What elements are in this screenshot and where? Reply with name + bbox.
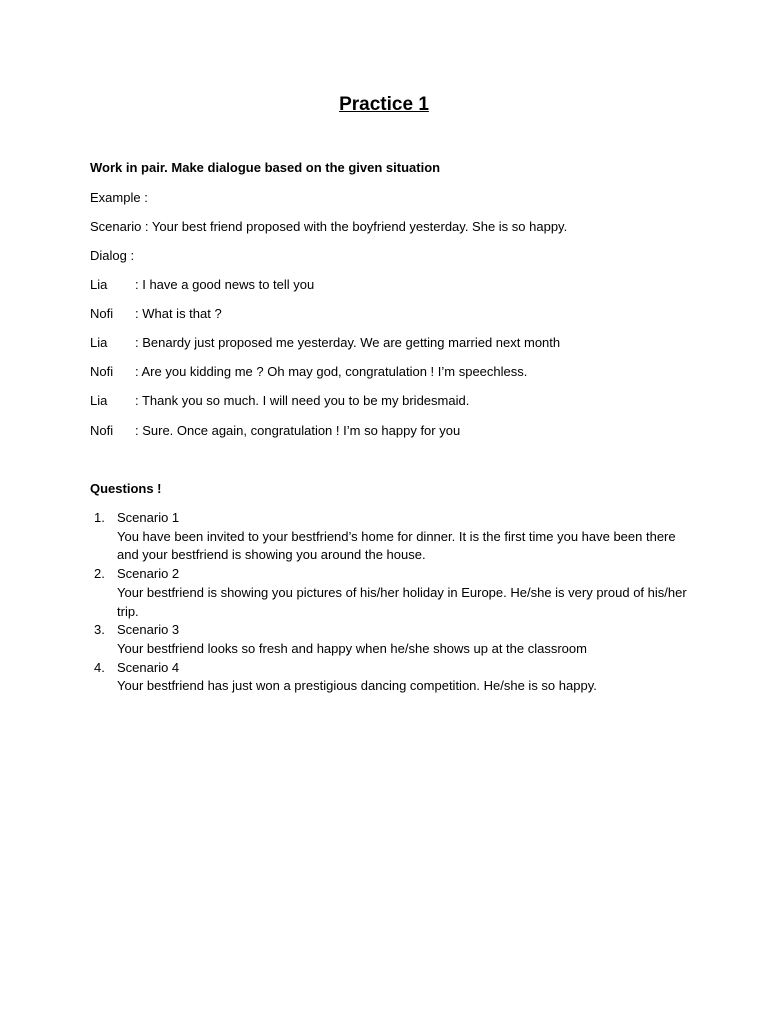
list-item [90, 565, 690, 621]
list-item [90, 509, 690, 565]
questions-heading: Questions ! [90, 481, 162, 496]
scenario-text-line: You have been invited to your bestfriend’s home for dinner. It is the first time you have been there [117, 528, 676, 544]
dialog-speaker: Nofi [90, 306, 114, 321]
list-number: 2. [94, 566, 105, 582]
dialog-row [0, 423, 768, 441]
dialog-speaker: Lia [90, 335, 108, 350]
dialog-speaker: Nofi [90, 423, 114, 438]
dialog-utterance: : Sure. Once again, congratulation ! I’m so happy for you [135, 423, 461, 438]
scenario-text-line: Your bestfriend looks so fresh and happy when he/she shows up at the classroom [117, 640, 587, 656]
list-number: 3. [94, 622, 105, 638]
dialog-utterance: : Benardy just proposed me yesterday. We are getting married next month [135, 335, 561, 350]
scenario-title: Scenario 2 [117, 566, 180, 582]
dialog-row [0, 393, 768, 411]
list-number: 4. [94, 659, 105, 675]
example-label: Example : [90, 190, 148, 205]
scenario-title: Scenario 3 [117, 622, 180, 638]
scenario-text-line: Your bestfriend has just won a prestigious dancing competition. He/she is so happy. [117, 678, 597, 694]
list-item [90, 659, 690, 696]
dialog-speaker: Lia [90, 277, 108, 292]
scenario-title: Scenario 4 [117, 659, 180, 675]
page-title: Practice 1 [339, 94, 429, 115]
dialog-utterance: : I have a good news to tell you [135, 277, 315, 292]
dialog-utterance: : Are you kidding me ? Oh may god, congratulation ! I’m speechless. [135, 364, 528, 379]
scenario-text-line: and your bestfriend is showing you around the house. [117, 547, 426, 563]
scenario-text-line: Your bestfriend is showing you pictures of his/her holiday in Europe. He/she is very proud of his/her [117, 584, 687, 600]
scenario-line: Scenario : Your best friend proposed with the boyfriend yesterday. She is so happy. [90, 219, 568, 234]
scenario-title: Scenario 1 [117, 510, 180, 525]
instruction-text: Work in pair. Make dialogue based on the given situation [90, 160, 441, 175]
dialog-speaker: Nofi [90, 364, 114, 379]
list-number: 1. [94, 510, 105, 525]
dialog-utterance: : Thank you so much. I will need you to be my bridesmaid. [135, 393, 470, 408]
list-item [90, 621, 690, 658]
dialog-row [0, 335, 768, 353]
dialog-row [0, 277, 768, 295]
dialog-utterance: : What is that ? [135, 306, 222, 321]
dialog-row [0, 306, 768, 324]
dialog-speaker: Lia [90, 393, 108, 408]
questions-list [90, 509, 690, 696]
dialog-row [0, 364, 768, 382]
dialog-label: Dialog : [90, 248, 135, 263]
scenario-text-line: trip. [117, 603, 139, 619]
